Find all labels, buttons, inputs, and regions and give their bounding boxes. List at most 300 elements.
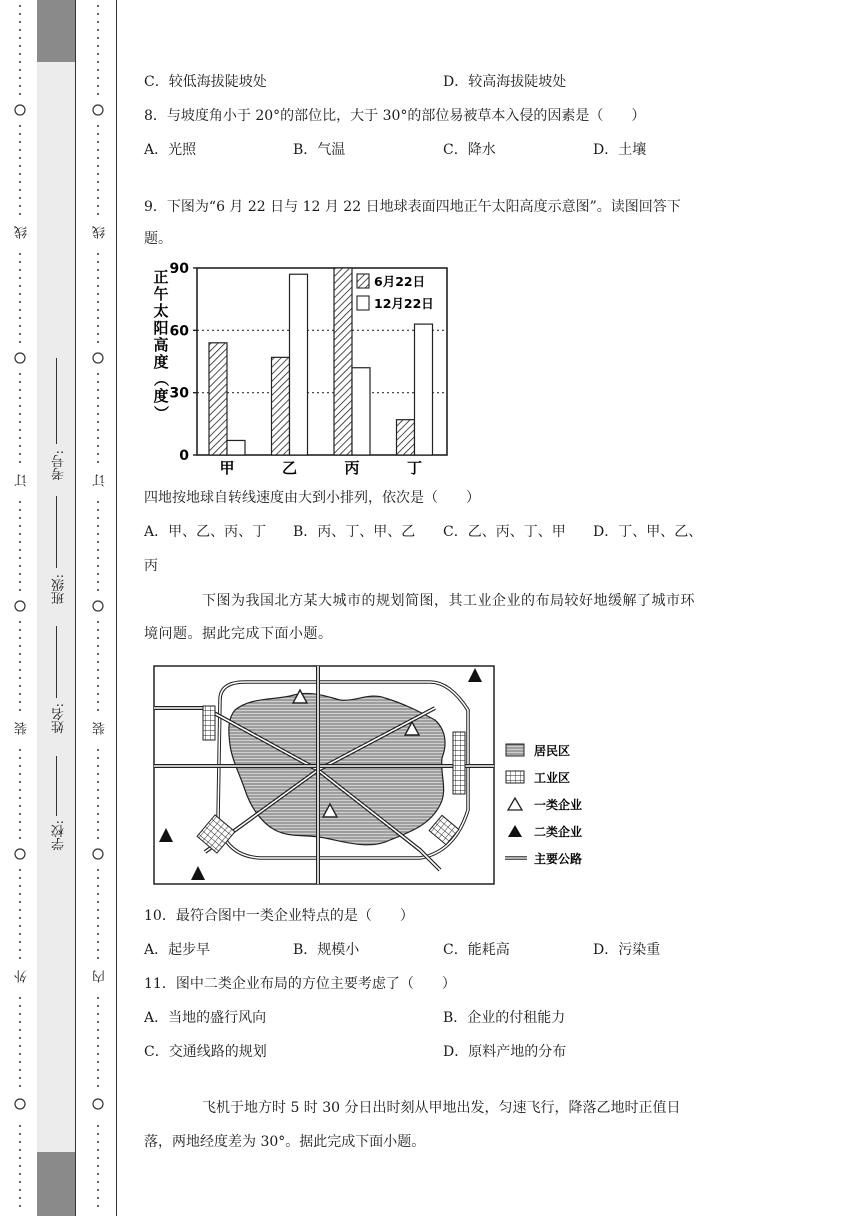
chart-ylabel-char: 正 <box>153 268 169 286</box>
margin-dot <box>97 317 99 319</box>
margin-dot <box>19 381 21 383</box>
city-intro-line2: 境问题。据此完成下面小题。 <box>144 626 333 642</box>
chart-bar <box>227 440 245 455</box>
inner-mark-nei: 内 <box>93 970 108 983</box>
outer-mark-zhuang: 装 <box>15 722 30 735</box>
margin-dot <box>19 653 21 655</box>
chart-legend-swatch <box>357 274 369 288</box>
margin-dot <box>97 1069 99 1071</box>
margin-dot <box>19 917 21 919</box>
margin-dot <box>97 429 99 431</box>
q9-option-c: C．乙、丙、丁、甲 <box>443 524 566 540</box>
margin-dot <box>97 1205 99 1207</box>
margin-dot <box>97 653 99 655</box>
margin-dot <box>97 293 99 295</box>
margin-dot <box>97 917 99 919</box>
margin-dot <box>19 1181 21 1183</box>
margin-dot <box>97 397 99 399</box>
margin-dot <box>97 645 99 647</box>
margin-dot <box>19 1085 21 1087</box>
margin-dot <box>97 589 99 591</box>
chart-ytick-label: 60 <box>169 323 189 340</box>
q8-option-b: B．气温 <box>293 142 346 158</box>
q9-sub-stem: 四地按地球自转线速度由大到小排列，依次是（ ） <box>144 490 480 506</box>
chart-ylabel-char: 午 <box>153 285 169 303</box>
legend-residential: 居民区 <box>534 744 571 758</box>
margin-dot <box>97 309 99 311</box>
city-planning-map <box>150 660 600 890</box>
margin-dot <box>97 1173 99 1175</box>
margin-dot <box>19 645 21 647</box>
margin-dot <box>19 869 21 871</box>
margin-circle <box>15 353 25 363</box>
margin-dot <box>97 141 99 143</box>
margin-dot <box>19 957 21 959</box>
margin-dot <box>97 173 99 175</box>
margin-dot <box>97 341 99 343</box>
margin-dot <box>19 813 21 815</box>
margin-dot <box>97 93 99 95</box>
margin-dot <box>97 269 99 271</box>
margin-dot <box>19 829 21 831</box>
margin-dot <box>19 893 21 895</box>
margin-dot <box>97 381 99 383</box>
inner-mark-xian: 线 <box>93 226 108 239</box>
margin-dot <box>97 389 99 391</box>
q10-option-d: D．污染重 <box>593 942 661 958</box>
school-label: 学校: <box>52 820 67 851</box>
chart-ylabel-char: 阳 <box>153 319 169 337</box>
chart-ylabel-char: ） <box>152 405 170 421</box>
margin-dot <box>19 941 21 943</box>
margin-dot <box>19 1021 21 1023</box>
margin-circle <box>93 849 103 859</box>
margin-dot <box>97 685 99 687</box>
margin-dot <box>97 837 99 839</box>
legend-industrial: 工业区 <box>534 771 571 785</box>
margin-dot <box>19 765 21 767</box>
margin-dot <box>97 621 99 623</box>
class-label: 班级: <box>52 574 67 605</box>
outer-mark-xian: 线 <box>15 226 30 239</box>
q11-option-a: A．当地的盛行风向 <box>144 1010 267 1026</box>
margin-dot <box>97 765 99 767</box>
margin-dot <box>97 261 99 263</box>
margin-dot <box>97 1197 99 1199</box>
margin-dot <box>19 285 21 287</box>
chart-bar <box>352 368 370 455</box>
margin-dot <box>97 253 99 255</box>
q9-stem-line1: 9．下图为“6 月 22 日与 12 月 22 日地球表面四地正午太阳高度示意图”。读图回答下 <box>144 199 681 215</box>
margin-dot <box>19 397 21 399</box>
margin-dot <box>97 789 99 791</box>
chart-ytick-label: 0 <box>179 448 189 464</box>
margin-dot <box>19 821 21 823</box>
margin-dot <box>97 677 99 679</box>
margin-dot <box>97 1125 99 1127</box>
margin-dot <box>19 29 21 31</box>
q8-option-d: D．土壤 <box>593 142 647 158</box>
industrial-zone-east <box>453 732 465 794</box>
q10-option-c: C．能耗高 <box>443 942 510 958</box>
margin-dot <box>19 5 21 7</box>
margin-dot <box>19 1197 21 1199</box>
margin-circle <box>93 353 103 363</box>
margin-dot <box>97 1157 99 1159</box>
chart-bar <box>209 343 227 455</box>
margin-dot <box>19 909 21 911</box>
margin-dot <box>97 701 99 703</box>
outer-mark-wai: 外 <box>15 970 30 983</box>
margin-dot <box>97 421 99 423</box>
margin-dot <box>97 453 99 455</box>
margin-dot <box>19 45 21 47</box>
margin-dot <box>19 1077 21 1079</box>
margin-dot <box>97 181 99 183</box>
q8-option-c: C．降水 <box>443 142 496 158</box>
margin-dot <box>97 869 99 871</box>
margin-dot <box>97 885 99 887</box>
outer-mark-ding: 订 <box>15 474 30 487</box>
q7-option-d: D．较高海拔陡坡处 <box>443 74 567 90</box>
margin-dot <box>97 901 99 903</box>
margin-dot <box>97 541 99 543</box>
margin-dot <box>97 445 99 447</box>
margin-dot <box>19 133 21 135</box>
margin-dot <box>19 1037 21 1039</box>
name-underline <box>56 626 57 698</box>
chart-bar <box>272 357 290 455</box>
margin-dot <box>19 1029 21 1031</box>
margin-dot <box>97 1013 99 1015</box>
q7-option-c: C．较低海拔陡坡处 <box>144 74 267 90</box>
margin-dot <box>19 53 21 55</box>
margin-dot <box>97 661 99 663</box>
margin-dot <box>19 557 21 559</box>
margin-dot <box>19 677 21 679</box>
margin-dot <box>19 1045 21 1047</box>
margin-dot <box>97 941 99 943</box>
q8-option-a: A．光照 <box>144 142 197 158</box>
margin-dot <box>97 125 99 127</box>
margin-dot <box>19 1125 21 1127</box>
margin-dot <box>97 1181 99 1183</box>
q9-option-d: D．丁、甲、乙、 <box>593 524 703 540</box>
margin-dot <box>19 181 21 183</box>
margin-dot <box>97 997 99 999</box>
margin-dot <box>19 509 21 511</box>
margin-dot <box>97 669 99 671</box>
chart-ylabel-char: （ <box>152 371 170 387</box>
margin-dot <box>19 301 21 303</box>
chart-xtick-label: 甲 <box>219 459 235 477</box>
margin-dot <box>97 333 99 335</box>
margin-dot <box>97 829 99 831</box>
margin-dot <box>97 461 99 463</box>
margin-dot <box>19 693 21 695</box>
margin-dot <box>19 261 21 263</box>
chart-legend-swatch <box>357 296 369 310</box>
school-underline <box>56 756 57 816</box>
margin-dot <box>97 821 99 823</box>
margin-dot <box>97 573 99 575</box>
margin-circle <box>93 105 103 115</box>
margin-dot <box>97 149 99 151</box>
margin-dot <box>97 805 99 807</box>
margin-dot <box>19 1149 21 1151</box>
margin-dot <box>97 693 99 695</box>
margin-dot <box>19 165 21 167</box>
chart-ytick-label: 30 <box>169 385 189 402</box>
map-legend <box>505 743 582 866</box>
margin-dot <box>19 1173 21 1175</box>
inner-mark-ding: 订 <box>93 474 108 487</box>
margin-dot <box>19 629 21 631</box>
margin-dot <box>19 757 21 759</box>
margin-dot <box>97 1053 99 1055</box>
margin-dot <box>19 1013 21 1015</box>
exam-no-label: 考号: <box>52 450 67 481</box>
margin-dot <box>97 1045 99 1047</box>
margin-circle <box>93 1099 103 1109</box>
margin-dot <box>19 429 21 431</box>
margin-dot <box>19 421 21 423</box>
class-underline <box>56 496 57 568</box>
flight-intro-line2: 落，两地经度差为 30°。据此完成下面小题。 <box>144 1134 426 1150</box>
margin-dot <box>19 269 21 271</box>
margin-dot <box>97 509 99 511</box>
q9-option-d-cont: 丙 <box>144 558 158 574</box>
margin-dot <box>19 701 21 703</box>
industrial-zone-west <box>203 706 215 740</box>
margin-dot <box>97 1189 99 1191</box>
q9-option-b: B．丙、丁、甲、乙 <box>293 524 416 540</box>
margin-dot <box>97 893 99 895</box>
margin-dot <box>19 1189 21 1191</box>
margin-dot <box>97 629 99 631</box>
margin-dot <box>19 445 21 447</box>
margin-dot <box>19 997 21 999</box>
margin-dot <box>19 37 21 39</box>
margin-dot <box>19 293 21 295</box>
q11-stem: 11．图中二类企业布局的方位主要考虑了（ ） <box>144 976 456 992</box>
margin-dot <box>97 1085 99 1087</box>
q10-stem: 10．最符合图中一类企业特点的是（ ） <box>144 908 414 924</box>
chart-xtick-label: 乙 <box>281 459 298 477</box>
margin-dot <box>97 1021 99 1023</box>
margin-dot <box>19 781 21 783</box>
margin-dot <box>19 277 21 279</box>
sun-altitude-bar-chart <box>145 260 455 480</box>
margin-dot <box>19 173 21 175</box>
margin-dot <box>19 933 21 935</box>
margin-dot <box>97 709 99 711</box>
margin-dot <box>19 573 21 575</box>
margin-dot <box>19 253 21 255</box>
legend-road: 主要公路 <box>534 852 583 866</box>
margin-dot <box>19 541 21 543</box>
margin-dot <box>97 1149 99 1151</box>
chart-bar <box>397 420 415 455</box>
chart-legend-label: 12月22日 <box>374 296 434 311</box>
chart-ylabel-char: 度 <box>153 387 169 405</box>
margin-dot <box>19 773 21 775</box>
margin-dot <box>97 549 99 551</box>
margin-dot <box>97 1133 99 1135</box>
margin-dot <box>19 213 21 215</box>
margin-dot <box>97 1077 99 1079</box>
margin-dot <box>19 125 21 127</box>
margin-dot <box>97 13 99 15</box>
margin-dot <box>97 77 99 79</box>
chart-ytick-label: 90 <box>169 261 189 277</box>
margin-dot <box>19 77 21 79</box>
chart-ylabel-char: 度 <box>153 353 169 371</box>
margin-dot <box>97 277 99 279</box>
margin-dot <box>19 925 21 927</box>
q10-option-a: A．起步早 <box>144 942 211 958</box>
q11-option-c: C．交通线路的规划 <box>144 1044 267 1060</box>
margin-dot <box>19 621 21 623</box>
margin-dot <box>19 525 21 527</box>
margin-dot <box>19 1069 21 1071</box>
margin-dot <box>97 557 99 559</box>
margin-dot <box>19 581 21 583</box>
margin-dot <box>97 325 99 327</box>
margin-dot <box>97 517 99 519</box>
margin-dot <box>97 749 99 751</box>
margin-dot <box>97 781 99 783</box>
margin-dot <box>97 405 99 407</box>
margin-dot <box>19 405 21 407</box>
margin-dot <box>19 93 21 95</box>
margin-dot <box>19 517 21 519</box>
margin-dot <box>19 709 21 711</box>
margin-dot <box>19 749 21 751</box>
margin-dot <box>97 877 99 879</box>
margin-dot <box>97 165 99 167</box>
margin-dot <box>19 885 21 887</box>
margin-dot <box>19 789 21 791</box>
margin-dot <box>97 957 99 959</box>
margin-dot <box>97 565 99 567</box>
q9-stem-line2: 题。 <box>144 231 172 247</box>
margin-dot <box>97 1061 99 1063</box>
legend-class1: 一类企业 <box>534 798 583 812</box>
flight-intro-line1: 飞机于地方时 5 时 30 分日出时刻从甲地出发，匀速飞行，降落乙地时正值日 <box>202 1100 681 1116</box>
margin-dot <box>97 61 99 63</box>
margin-dot <box>19 1133 21 1135</box>
margin-circle <box>15 849 25 859</box>
chart-xtick-label: 丙 <box>344 459 360 477</box>
margin-dot <box>97 5 99 7</box>
margin-dot <box>97 197 99 199</box>
margin-dot <box>97 813 99 815</box>
margin-dot <box>19 797 21 799</box>
margin-dot <box>97 501 99 503</box>
margin-dot <box>19 685 21 687</box>
margin-dot <box>19 453 21 455</box>
margin-dot <box>19 949 21 951</box>
margin-dot <box>97 1141 99 1143</box>
margin-dots <box>0 0 120 1216</box>
margin-dot <box>19 533 21 535</box>
margin-dot <box>97 157 99 159</box>
margin-dot <box>19 189 21 191</box>
chart-bar <box>415 324 433 455</box>
margin-dot <box>97 797 99 799</box>
margin-dot <box>19 325 21 327</box>
margin-dot <box>19 61 21 63</box>
margin-dot <box>19 1141 21 1143</box>
margin-dot <box>97 1005 99 1007</box>
margin-dot <box>19 373 21 375</box>
margin-dot <box>97 949 99 951</box>
margin-dot <box>97 525 99 527</box>
margin-dot <box>97 133 99 135</box>
q11-option-b: B．企业的付租能力 <box>443 1010 566 1026</box>
margin-circle <box>93 601 103 611</box>
margin-dot <box>19 21 21 23</box>
margin-dot <box>19 877 21 879</box>
margin-dot <box>19 149 21 151</box>
margin-dot <box>97 933 99 935</box>
name-label: 姓名: <box>52 703 67 734</box>
margin-dot <box>97 757 99 759</box>
margin-dot <box>97 213 99 215</box>
margin-circle <box>15 105 25 115</box>
margin-dot <box>19 197 21 199</box>
margin-dot <box>19 1205 21 1207</box>
margin-dot <box>19 157 21 159</box>
margin-dot <box>97 301 99 303</box>
city-intro-line1: 下图为我国北方某大城市的规划简图，其工业企业的布局较好地缓解了城市环 <box>202 593 695 609</box>
margin-dot <box>19 461 21 463</box>
margin-dot <box>97 909 99 911</box>
inner-mark-zhuang: 装 <box>93 722 108 735</box>
margin-dot <box>97 45 99 47</box>
margin-dot <box>19 669 21 671</box>
q11-option-d: D．原料产地的分布 <box>443 1044 567 1060</box>
margin-dot <box>19 901 21 903</box>
margin-dot <box>19 13 21 15</box>
margin-dot <box>19 565 21 567</box>
margin-dot <box>19 1165 21 1167</box>
margin-dot <box>19 637 21 639</box>
margin-dot <box>97 37 99 39</box>
q8-stem: 8．与坡度角小于 20°的部位比，大于 30°的部位易被草本入侵的因素是（ ） <box>144 108 646 124</box>
margin-dot <box>19 549 21 551</box>
margin-dot <box>97 773 99 775</box>
margin-dot <box>19 69 21 71</box>
margin-dot <box>19 1157 21 1159</box>
margin-dot <box>97 373 99 375</box>
margin-dot <box>97 21 99 23</box>
chart-bar <box>290 274 308 455</box>
q9-option-a: A．甲、乙、丙、丁 <box>144 524 267 540</box>
exam-no-underline <box>56 358 57 444</box>
legend-class2: 二类企业 <box>534 825 583 839</box>
chart-legend-label: 6月22日 <box>374 274 426 289</box>
margin-dot <box>19 333 21 335</box>
margin-dot <box>97 285 99 287</box>
margin-circle <box>15 1099 25 1109</box>
margin-dot <box>19 661 21 663</box>
margin-dot <box>19 589 21 591</box>
margin-dot <box>97 1037 99 1039</box>
q10-option-b: B．规模小 <box>293 942 360 958</box>
margin-dot <box>97 925 99 927</box>
